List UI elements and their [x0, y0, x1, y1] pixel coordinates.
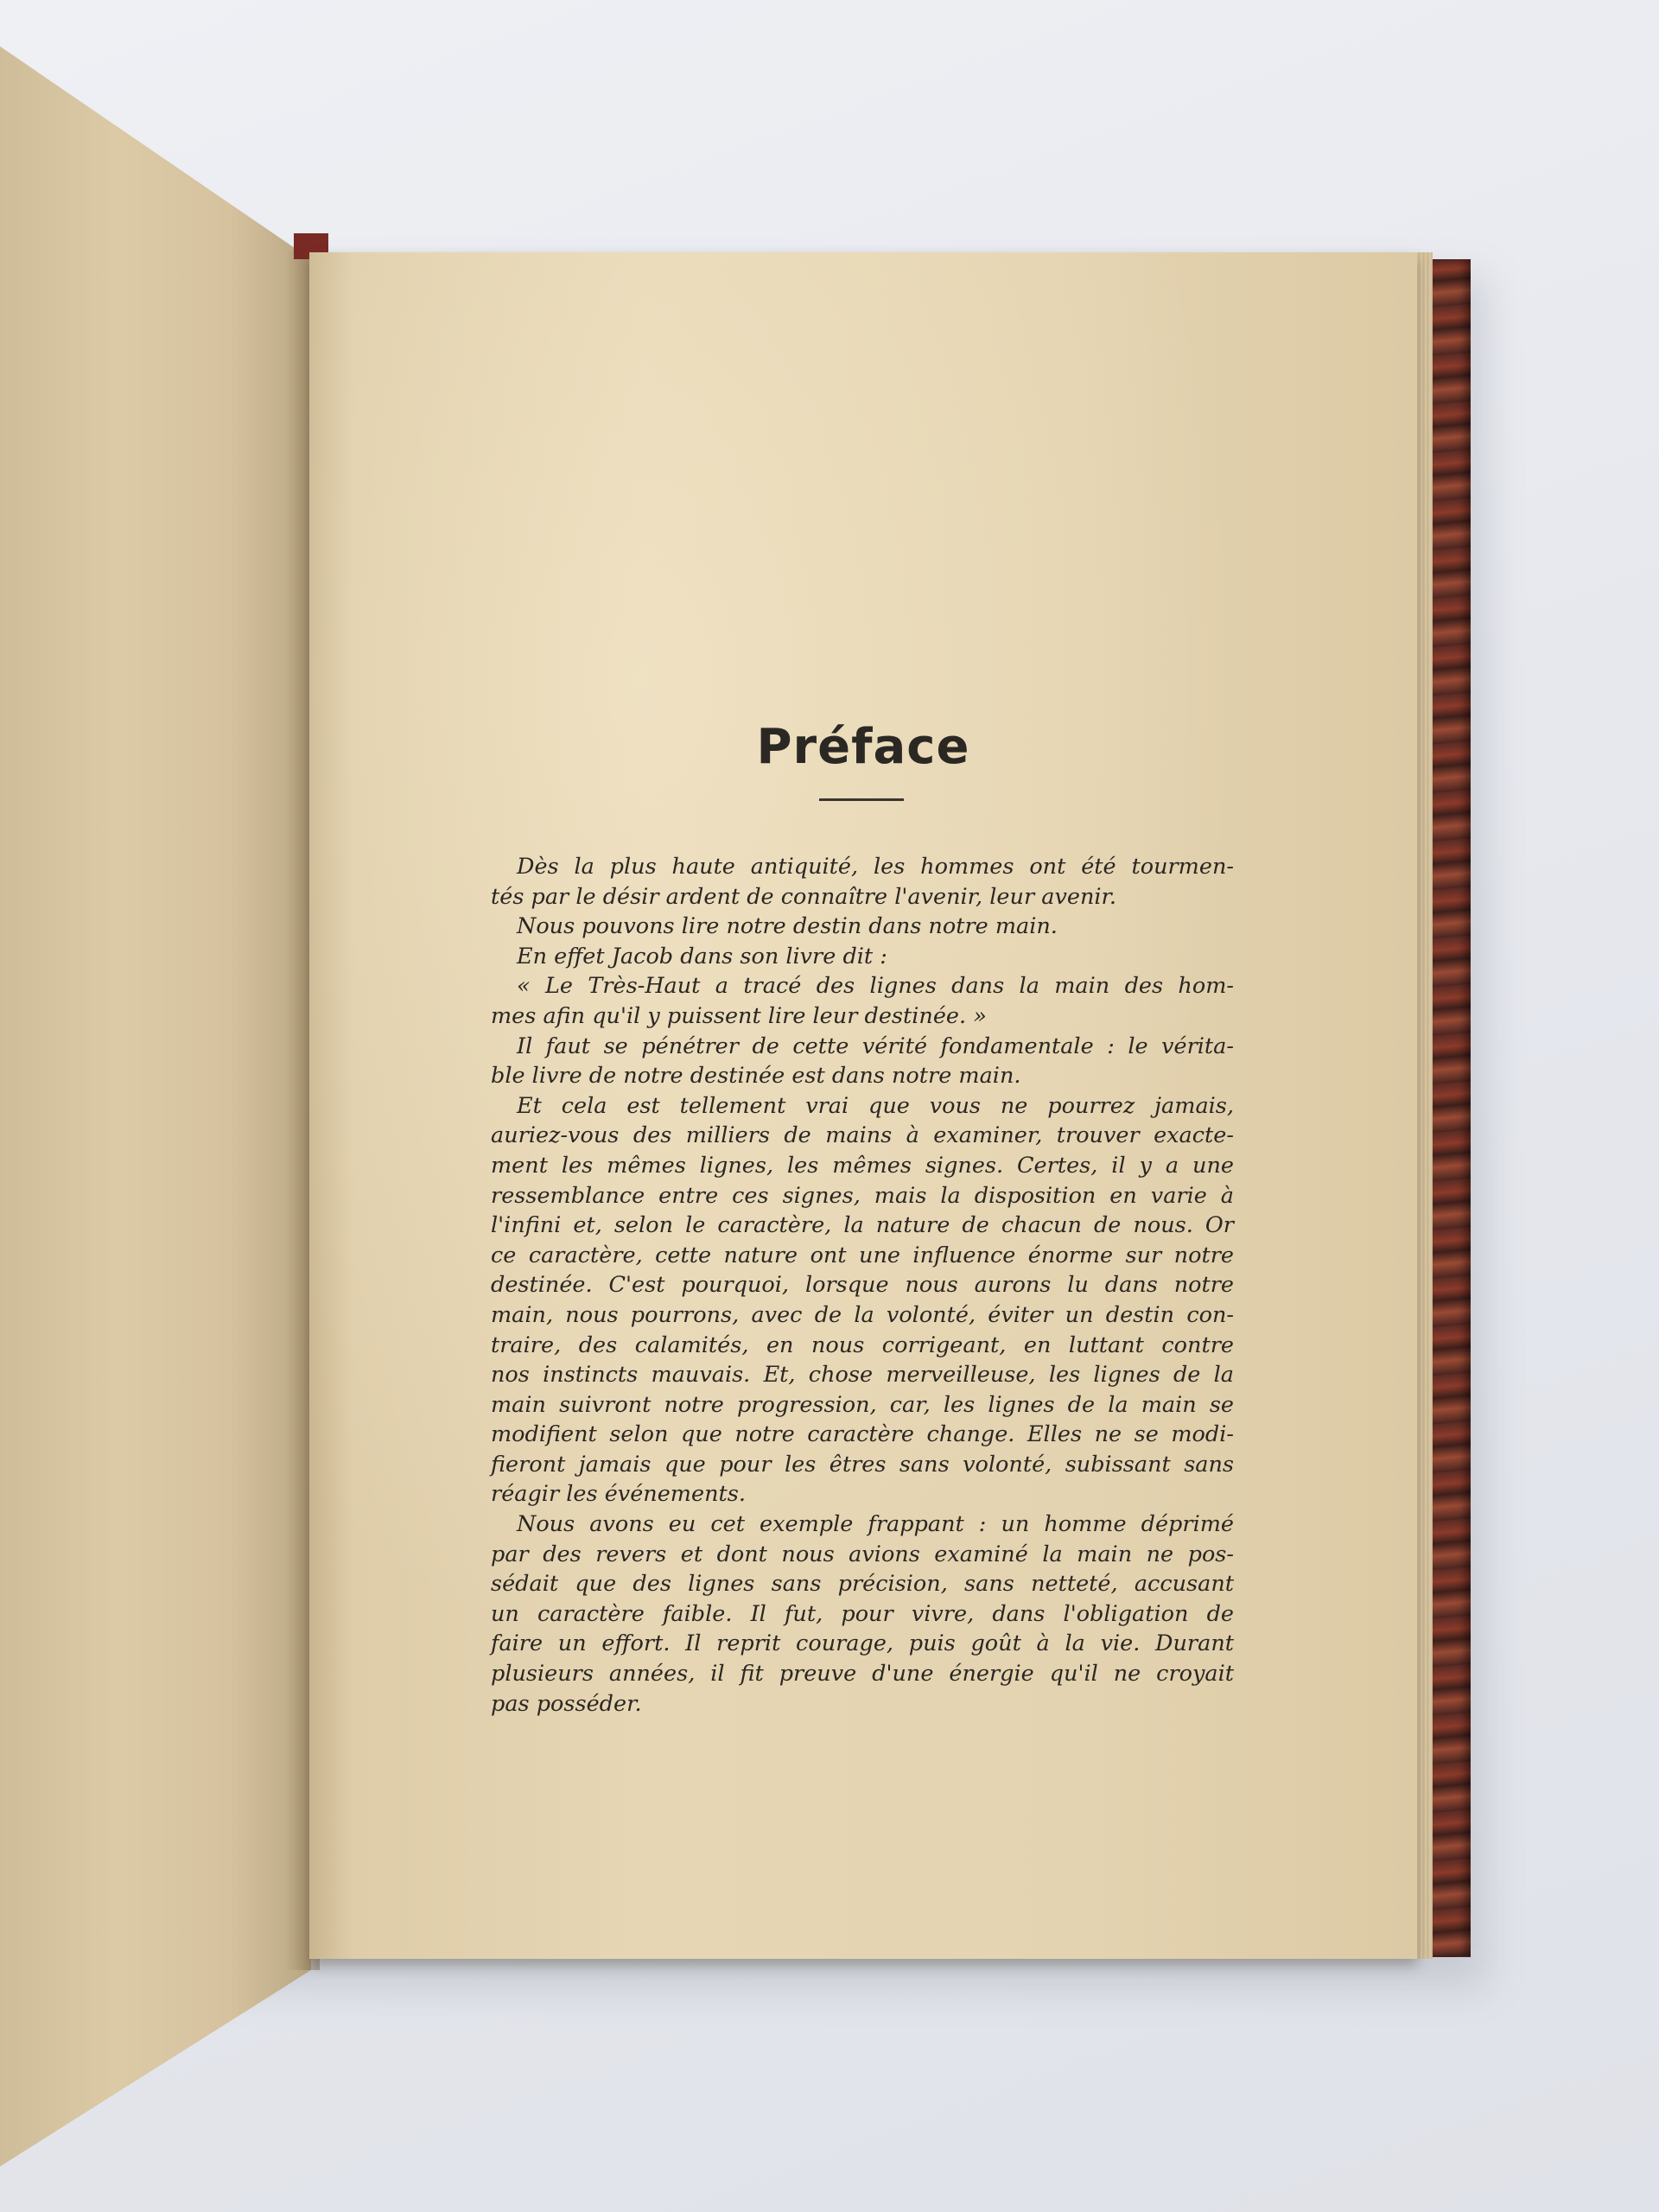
text-line: Et cela est tellement vrai que vous ne pourrez jamais, [517, 1092, 1234, 1119]
text-line: tés par le désir ardent de connaître l'avenir, leur avenir. [491, 883, 1117, 910]
text-line: main suivront notre progression, car, les lignes de la main se [491, 1391, 1234, 1418]
title-rule [819, 798, 904, 801]
left-page [0, 35, 311, 2177]
text-line: mes afin qu'il y puissent lire leur destinée. » [491, 1002, 987, 1029]
text-line: nos instincts mauvais. Et, chose merveilleuse, les lignes de la [491, 1362, 1234, 1389]
text-line: l'infini et, selon le caractère, la nature de chacun de nous. Or [491, 1212, 1234, 1239]
text-line: main, nous pourrons, avec de la volonté, éviter un destin con- [491, 1301, 1234, 1328]
text-line: destinée. C'est pourquoi, lorsque nous aurons lu dans notre [491, 1272, 1234, 1299]
text-line: par des revers et dont nous avions examiné la main ne pos- [491, 1541, 1234, 1567]
text-line: « Le Très-Haut a tracé des lignes dans la main des hom- [517, 973, 1234, 1000]
text-line: modifient selon que notre caractère change. Elles ne se modi- [491, 1421, 1234, 1448]
text-line: un caractère faible. Il fut, pour vivre, dans l'obligation de [491, 1600, 1234, 1627]
text-line: Il faut se pénétrer de cette vérité fondamentale : le vérita- [517, 1033, 1234, 1059]
text-line: pas posséder. [491, 1690, 642, 1717]
text-line: plusieurs années, il fit preuve d'une énergie qu'il ne croyait [491, 1661, 1234, 1688]
text-line: En effet Jacob dans son livre dit : [517, 943, 887, 969]
text-line: sédait que des lignes sans précision, sans netteté, accusant [491, 1571, 1234, 1598]
right-page [309, 252, 1417, 1959]
text-line: traire, des calamités, en nous corrigeant, en luttant contre [491, 1332, 1234, 1358]
text-line: fieront jamais que pour les êtres sans volonté, subissant sans [491, 1451, 1234, 1478]
text-line: Dès la plus haute antiquité, les hommes ont été tourmen- [517, 854, 1234, 880]
text-line: ressemblance entre ces signes, mais la disposition en varie à [491, 1182, 1234, 1209]
text-line: réagir les événements. [491, 1481, 746, 1508]
text-line: ble livre de notre destinée est dans notre main. [491, 1063, 1021, 1090]
text-line: faire un effort. Il reprit courage, puis goût à la vie. Durant [491, 1630, 1234, 1657]
text-line: Nous avons eu cet exemple frappant : un homme déprimé [517, 1511, 1234, 1538]
preface-body [491, 852, 1234, 1719]
text-line: ce caractère, cette nature ont une influence énorme sur notre [491, 1242, 1234, 1268]
text-line: auriez-vous des milliers de mains à examiner, trouver exacte- [491, 1122, 1234, 1149]
text-line: ment les mêmes lignes, les mêmes signes. Certes, il y a une [491, 1152, 1234, 1179]
text-line: Nous pouvons lire notre destin dans notre main. [517, 913, 1058, 940]
page-title: Préface [756, 719, 970, 775]
